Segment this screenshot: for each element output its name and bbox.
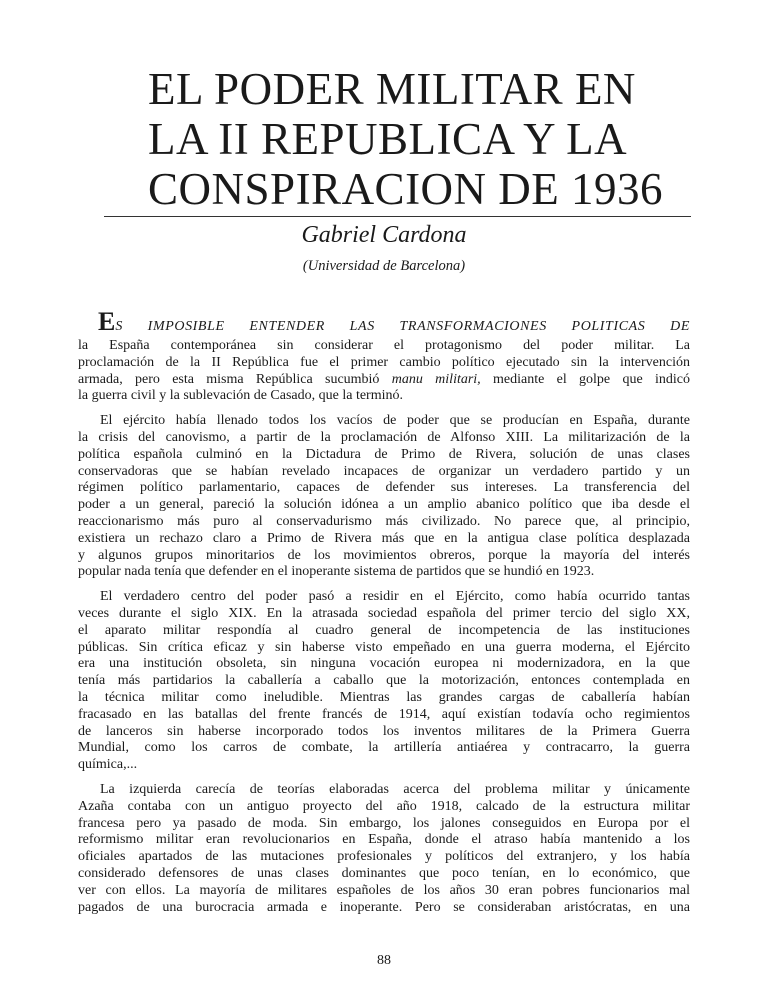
title-divider <box>104 216 691 217</box>
text-line: popular nada tenía que defender en el inoperante sistema de partidos que se hundió en 1923. <box>78 564 595 580</box>
drop-cap: E <box>98 307 116 336</box>
paragraph-2 <box>78 413 690 581</box>
text-line: reaccionarismo más puro al conservadurismo más civilizado. No parece que, al principio, <box>78 513 690 529</box>
text-span: mediante el golpe que indicó <box>480 371 690 387</box>
lead-in: S IMPOSIBLE ENTENDER LAS TRANSFORMACIONES POLITICAS DE <box>115 319 690 334</box>
paragraph-1 <box>78 306 690 405</box>
text-span: armada, pero esta misma República sucumbió <box>78 371 392 387</box>
title-line: EL PODER MILITAR EN <box>148 64 636 114</box>
text-line: francesa pero ya pasado de moda. Sin embargo, los jalones conseguidos en Europa por el <box>78 815 690 831</box>
text-line: públicas. Sin crítica eficaz y sin haberse visto empeñado en una guerra moderna, el Ejército <box>78 639 690 655</box>
text-line: pagados de una burocracia armada e inoperante. Pero se consideraban aristócratas, en una <box>78 899 690 915</box>
text-line: poder a un general, pareció la solución idónea a un amplio abanico político que iba desde el <box>78 497 690 513</box>
author-name: Gabriel Cardona <box>301 222 467 248</box>
title-line: CONSPIRACION DE 1936 <box>148 164 664 214</box>
text-line: considerado defensores de unas clases dominantes que poco tenían, en lo económico, que <box>78 865 690 881</box>
text-line: la crisis del canovismo, a partir de la proclamación de Alfonso XIII. La militarización de la <box>78 429 690 445</box>
text-line: ver con ellos. La mayoría de militares españoles de los años 30 eran pobres funcionarios mal <box>78 882 690 898</box>
text-line: la España contemporánea sin considerar el protagonismo del poder militar. La <box>78 338 690 353</box>
text-line: régimen político parlamentario, capaces de defender sus intereses. La transferencia del <box>78 480 690 496</box>
text-line: fracasado en las batallas del frente francés de 1914, aquí existían todavía ocho regimientos <box>78 706 690 722</box>
text-line: la guerra civil y la sublevación de Casado, que la terminó. <box>78 388 404 404</box>
text-line: de lanceros sin haberse incorporado todos los inventos militares de la Primera Guerra <box>78 723 690 739</box>
paragraph-4 <box>78 782 690 916</box>
text-line: política española culminó en la Dictadura de Primo de Rivera, solución de unas clases <box>78 446 690 462</box>
page-number: 88 <box>377 953 391 968</box>
title-line: LA II REPUBLICA Y LA <box>148 114 628 164</box>
text-line: conservadoras que se habían revelado incapaces de organizar un verdadero partido y un <box>78 463 690 479</box>
text-line: existiera un rechazo claro a Primo de Rivera más que en la antigua clase política desplazada <box>78 530 690 546</box>
text-line: tenía más partidarios la caballería a caballo que la motorización, entonces contemplada en <box>78 673 690 689</box>
author-affiliation: (Universidad de Barcelona) <box>302 258 466 274</box>
text-line: El verdadero centro del poder pasó a residir en el Ejército, como había ocurrido tantas <box>100 589 690 605</box>
paragraph-3 <box>78 589 690 774</box>
text-line: veces durante el siglo XIX. En la atrasada sociedad española del primer tercio del siglo XX, <box>78 605 690 621</box>
text-line <box>78 372 690 389</box>
text-line: La izquierda carecía de teorías elaboradas acerca del problema militar y únicamente <box>100 781 690 797</box>
text-line: oficiales apartados de las mutaciones profesionales y políticos del extranjero, y los había <box>78 849 690 865</box>
text-line: reformismo militar eran revolucionarios en España, donde el atraso había mantenido a los <box>78 832 690 848</box>
text-line: Azaña contaba con un antiguo proyecto del año 1918, calcado de la estructura militar <box>78 798 690 814</box>
article-title <box>148 64 663 214</box>
text-line <box>78 306 690 338</box>
article-body <box>78 306 690 924</box>
text-line: proclamación de la II República fue el primer cambio político ejecutado sin la intervención <box>78 354 690 370</box>
text-line: El ejército había llenado todos los vacíos de poder que se producían en España, durante <box>100 413 690 429</box>
text-line: el aparato militar respondía al cuadro general de incompetencia de las instituciones <box>78 622 690 638</box>
italic-phrase: manu militari, <box>391 371 481 387</box>
text-line: era una institución obsoleta, sin ninguna vocación europea ni modernizadora, en la que <box>78 656 690 672</box>
text-line: la técnica militar como ineludible. Mientras las grandes cargas de caballería habían <box>78 689 690 705</box>
text-line: química,... <box>78 757 138 773</box>
text-line: Mundial, como los carros de combate, la artillería antiaérea y contracarro, la guerra <box>78 740 690 756</box>
text-line: y algunos grupos minoritarios de los movimientos obreros, porque la mayoría del interés <box>78 547 690 563</box>
